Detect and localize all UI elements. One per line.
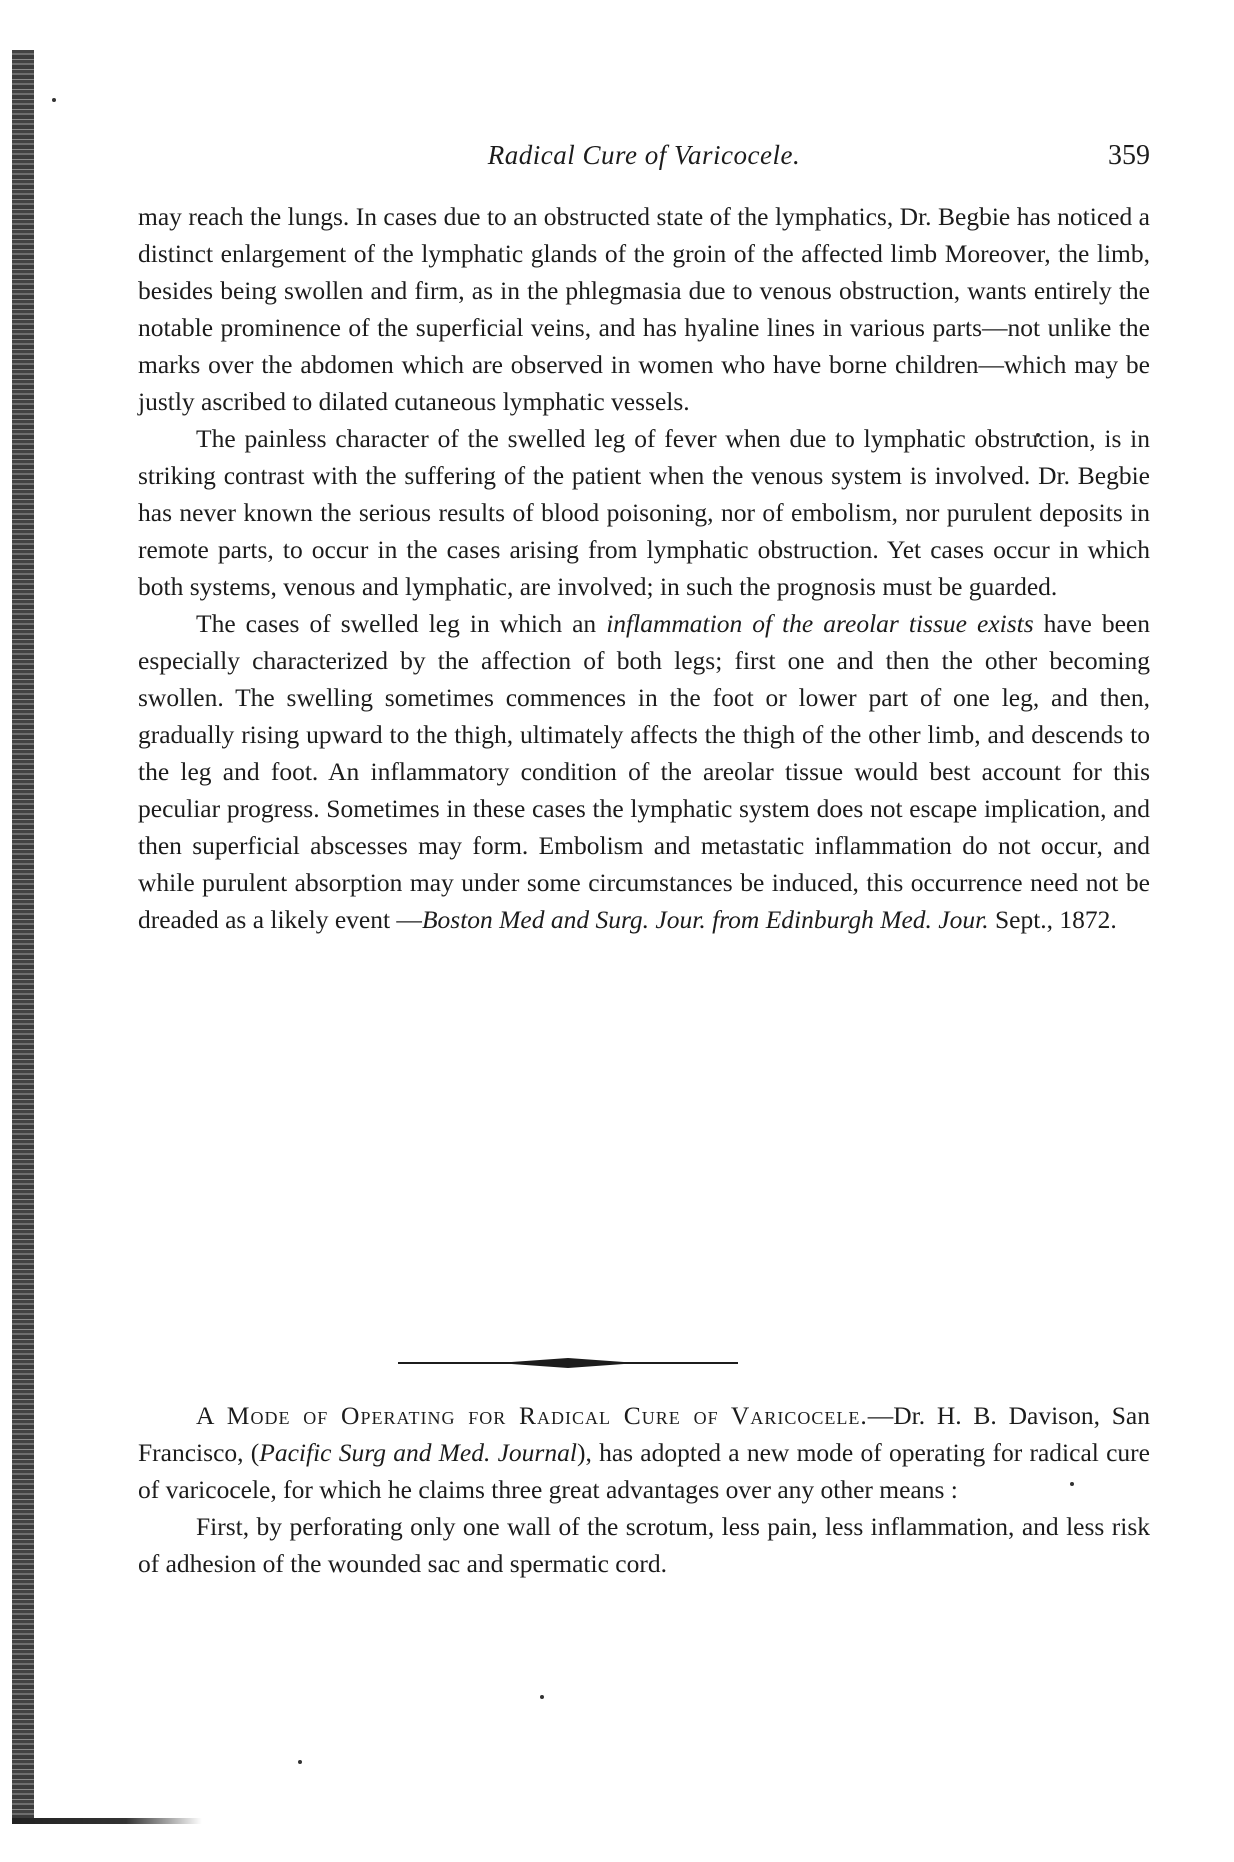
section-intro-text: —Dr. H. B. Davison, San Francisco, ( [138,1401,1150,1467]
paragraph-text: have been especially characterized by the affection of both legs; first one and then the other becoming swollen. The swelling sometimes commences in the foot or lower part of one leg, and then, gradually rising upward to the thigh, ultimately affects the thigh of the other limb, and descends to the leg and foot. An inflammatory condition of the areolar tissue would best account for this peculiar progress. Sometimes in these cases the lymphatic system does not escape implication, and then superficial abscesses may form. Embolism and metastatic inflammation do not occur, and while purulent absorption may under some circumstances be induced, this occurrence need not be dreaded as a likely event — [138,609,1150,934]
paragraph-continued: may reach the lungs. In cases due to an obstructed state of the lymphatics, Dr. Begbie has noticed a distinct enlargement of the lymphatic glands of the groin of the affected limb Moreover, the limb, besides being swollen and firm, as in the phlegmasia due to venous obstruction, wants entirely the notable prominence of the superficial veins, and has hyaline lines in various parts—not unlike the marks over the abdomen which are observed in women who have borne children—which may be justly ascribed to dilated cutaneous lymphatic vessels. [138,202,1150,416]
scan-binding-foot [12,1818,202,1824]
section-intro-text: ), has adopted a new mode of operating for radical cure of varicocele, for which he claims three great advantages over any other means : [138,1438,1150,1504]
paragraph-painless-character: The painless character of the swelled leg of fever when due to lymphatic obstruction, is in striking contrast with the suffering of the patient when the venous system is involved. Dr. Begbie has never known the serious results of blood poisoning, nor of embolism, nor purulent deposits in remote parts, to occur in the cases arising from lymphatic obstruction. Yet cases occur in which both systems, venous and lymphatic, are involved; in such the prognosis must be guarded. [138,424,1150,601]
scan-speck [52,98,56,102]
running-title: Radical Cure of Varicocele. [487,140,801,170]
page-header [138,140,1150,180]
section-intro [138,1397,1150,1508]
paragraph-areolar-inflammation [138,605,1150,938]
journal-name: Pacific Surg and Med. Journal [259,1438,577,1467]
body-text [138,198,1150,938]
citation-source: Boston Med and Surg. Jour. from Edinburgh Med. Jour. [421,905,989,934]
section-divider [398,1357,738,1369]
first-advantage: First, by perforating only one wall of the scrotum, less pain, less inflammation, and less risk of adhesion of the wounded sac and spermatic cord. [138,1512,1150,1578]
emphasis-text: inflammation of the areolar tissue exists [606,609,1034,638]
scan-speck [298,1760,302,1764]
page-number: 359 [1108,140,1150,171]
scan-speck [540,1695,544,1699]
citation-date: Sept., 1872. [988,905,1117,934]
section-heading: A Mode of Operating for Radical Cure of Varicocele. [196,1401,868,1430]
scan-binding-edge [12,50,34,1820]
varicocele-section [138,1397,1150,1582]
paragraph-text: The cases of swelled leg in which an [196,609,607,638]
